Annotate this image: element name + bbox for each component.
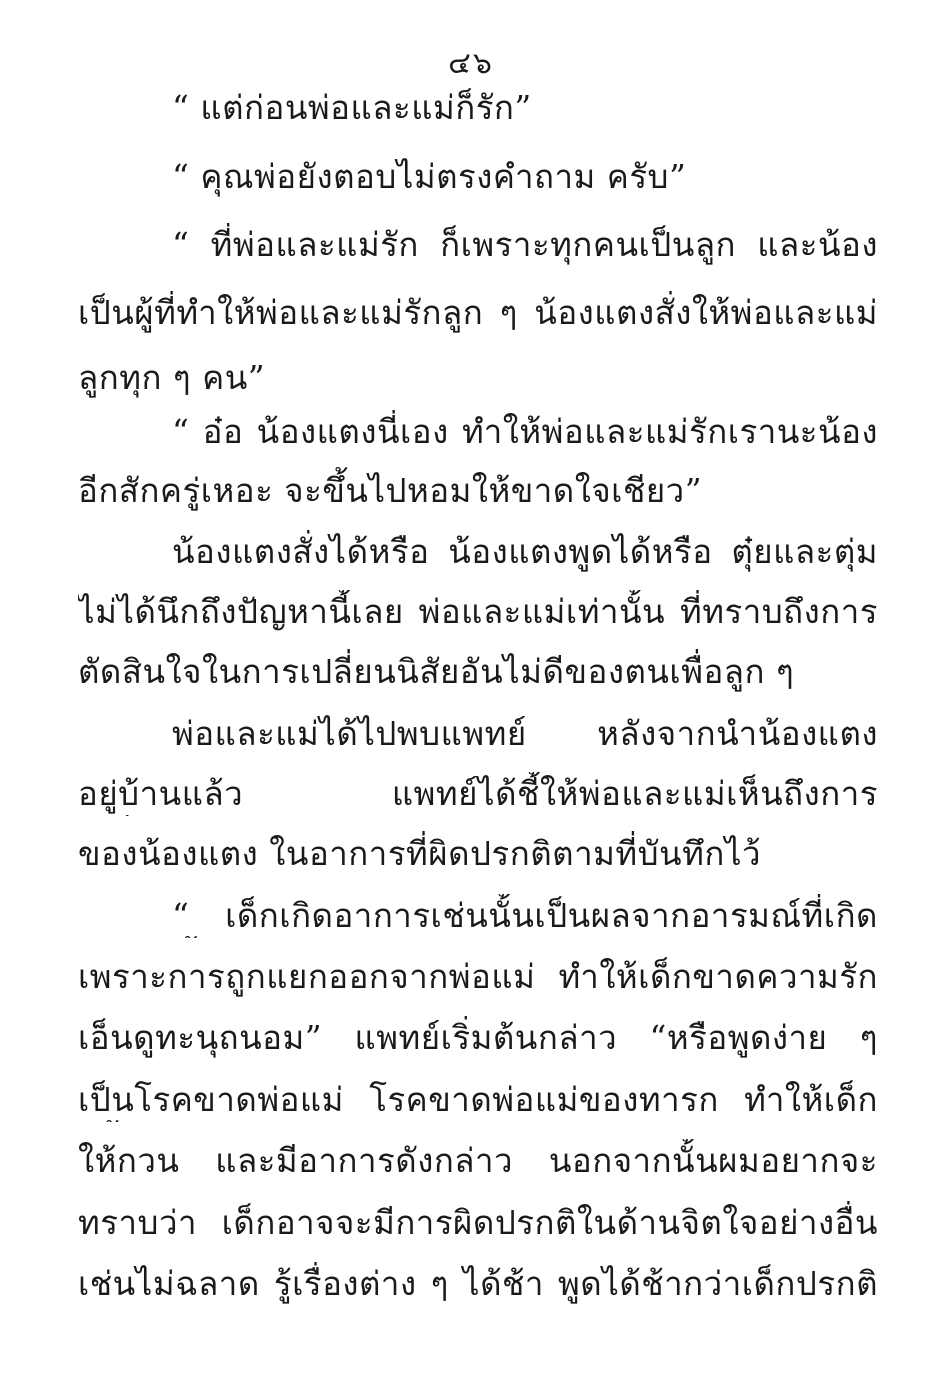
text-line-6: “ อ๋อ น้องแตงนี่เอง ทำให้พ่อและแม่รักเรานะน้อง [172,412,878,451]
text-line-8: น้องแตงสั่งได้หรือ น้องแตงพูดได้หรือ ตุ๋ยและตุ่ม [172,532,878,571]
text-line-19: ทราบว่า เด็กอาจจะมีการผิดปรกติในด้านจิตใจอย่างอื่น [78,1203,878,1242]
text-line-7: อีกสักครู่เหอะ จะขึ้นไปหอมให้ขาดใจเชียว” [78,471,703,510]
text-line-14: “ เด็กเกิดอาการเช่นนั้นเป็นผลจากอารมณ์ที่เกิด [172,896,878,935]
text-line-12: อยู่บ้านแล้ว แพทย์ได้ชี้ให้พ่อและแม่เห็นถึงการ [78,774,878,813]
text-line-16: เอ็นดูทะนุถนอม” แพทย์เริ่มต้นกล่าว “หรือพูดง่าย ๆ [78,1018,878,1057]
text-line-2: “ คุณพ่อยังตอบไม่ตรงคำถาม ครับ” [172,157,687,196]
text-line-9: ไม่ได้นึกถึงปัญหานี้เลย พ่อและแม่เท่านั้น ที่ทราบถึงการ [78,592,878,631]
text-line-13: ของน้องแตง ในอาการที่ผิดปรกติตามที่บันทึกไว้ [78,834,761,873]
text-line-20: เช่นไม่ฉลาด รู้เรื่องต่าง ๆ ได้ช้า พูดได้ช้ากว่าเด็กปรกติ [78,1264,878,1303]
text-line-10: ตัดสินใจในการเปลี่ยนนิสัยอันไม่ดีของตนเพื่อลูก ๆ [78,652,795,691]
text-line-15: เพราะการถูกแยกออกจากพ่อแม่ ทำให้เด็กขาดความรัก [78,957,878,996]
text-line-1: “ แต่ก่อนพ่อและแม่ก็รัก” [172,88,532,127]
text-line-3: “ ที่พ่อและแม่รัก ก็เพราะทุกคนเป็นลูก และน้อง [172,225,878,264]
text-line-5: ลูกทุก ๆ คน” [78,358,266,397]
text-line-11: พ่อและแม่ได้ไปพบแพทย์ หลังจากนำน้องแตง [172,714,878,753]
page-number: ๔๖ [448,46,494,81]
text-line-17: เป็นโรคขาดพ่อแม่ โรคขาดพ่อแม่ของทารก ทำให้เด็ก [78,1080,878,1119]
text-line-4: เป็นผู้ที่ทำให้พ่อและแม่รักลูก ๆ น้องแตงสั่งให้พ่อและแม่ [78,293,878,332]
text-line-18: ให้กวน และมีอาการดังกล่าว นอกจากนั้นผมอยากจะ [78,1141,878,1180]
